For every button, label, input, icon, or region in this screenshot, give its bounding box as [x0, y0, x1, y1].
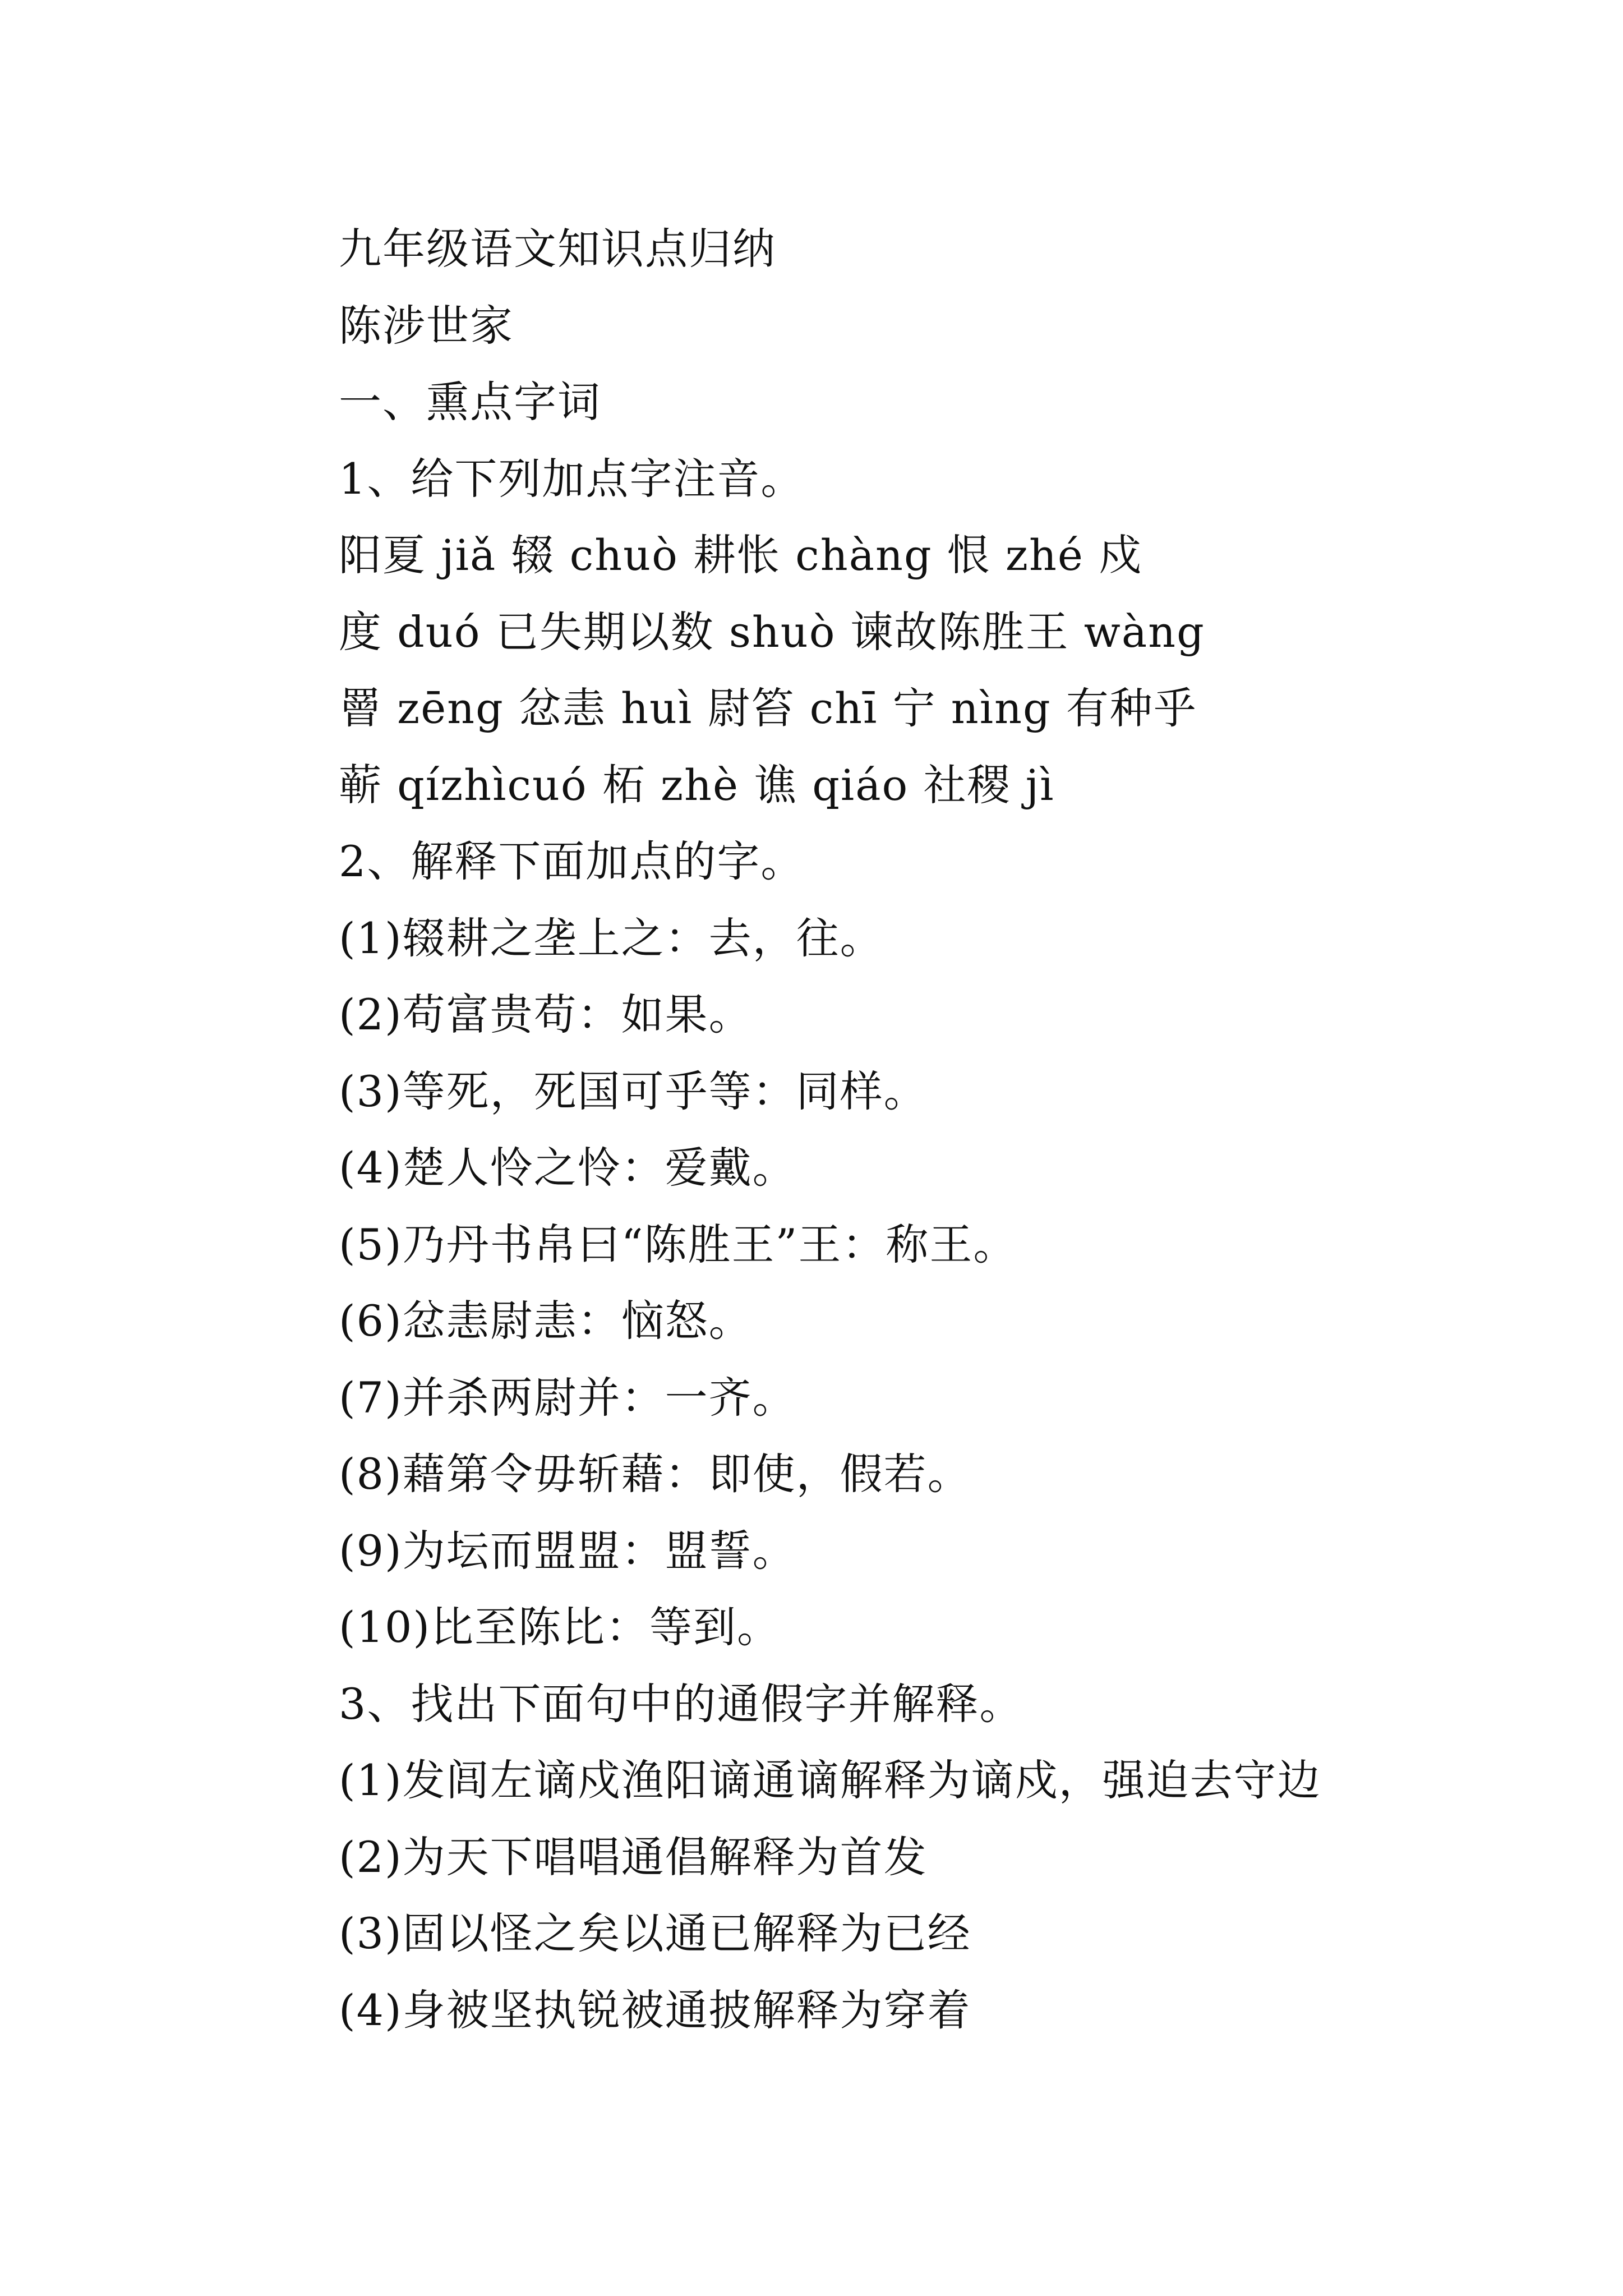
document-title: 九年级语文知识点归纳 — [339, 224, 776, 274]
question-1-prompt: 1、给下列加点字注音。 — [339, 453, 805, 504]
explanation-item: (9)为坛而盟盟：盟誓。 — [339, 1525, 796, 1576]
tongjia-item: (4)身被坚执锐被通披解释为穿着 — [339, 1985, 971, 2035]
document-body — [339, 211, 1573, 2049]
explanation-item: (7)并杀两尉并：一齐。 — [339, 1372, 796, 1423]
explanation-item: (5)乃丹书帛曰“陈胜王”王：称王。 — [339, 1219, 1017, 1269]
pinyin-line: 阳夏 jiǎ 辍 chuò 耕怅 chàng 恨 zhé 戍 — [339, 530, 1143, 580]
lesson-title: 陈涉世家 — [339, 300, 514, 351]
explanation-item: (1)辍耕之垄上之：去，往。 — [339, 913, 884, 963]
question-2-prompt: 2、解释下面加点的字。 — [339, 836, 805, 886]
pinyin-line: 蕲 qízhìcuó 柘 zhè 谯 qiáo 社稷 jì — [339, 760, 1055, 810]
explanation-item: (6)忿恚尉恚：恼怒。 — [339, 1296, 753, 1346]
pinyin-line: 度 duó 已失期以数 shuò 谏故陈胜王 wàng — [339, 606, 1205, 657]
explanation-item: (10)比至陈比：等到。 — [339, 1602, 781, 1652]
explanation-item: (8)藉第令毋斩藉：即使，假若。 — [339, 1449, 971, 1499]
explanation-item: (4)楚人怜之怜：爱戴。 — [339, 1143, 796, 1193]
explanation-item: (2)苟富贵苟：如果。 — [339, 990, 753, 1039]
pinyin-line: 罾 zēng 忿恚 huì 尉笞 chī 宁 nìng 有种乎 — [339, 683, 1197, 733]
question-3-prompt: 3、找出下面句中的通假字并解释。 — [339, 1678, 1023, 1729]
tongjia-item: (2)为天下唱唱通倡解释为首发 — [339, 1832, 928, 1882]
tongjia-item: (3)固以怪之矣以通已解释为已经 — [339, 1908, 971, 1958]
section-heading: 一、熏点字词 — [339, 377, 601, 427]
explanation-item: (3)等死，死国可乎等：同样。 — [339, 1066, 928, 1116]
tongjia-item: (1)发闾左谪戍渔阳谪通谪解释为谪戍，强迫去守边 — [339, 1755, 1321, 1805]
